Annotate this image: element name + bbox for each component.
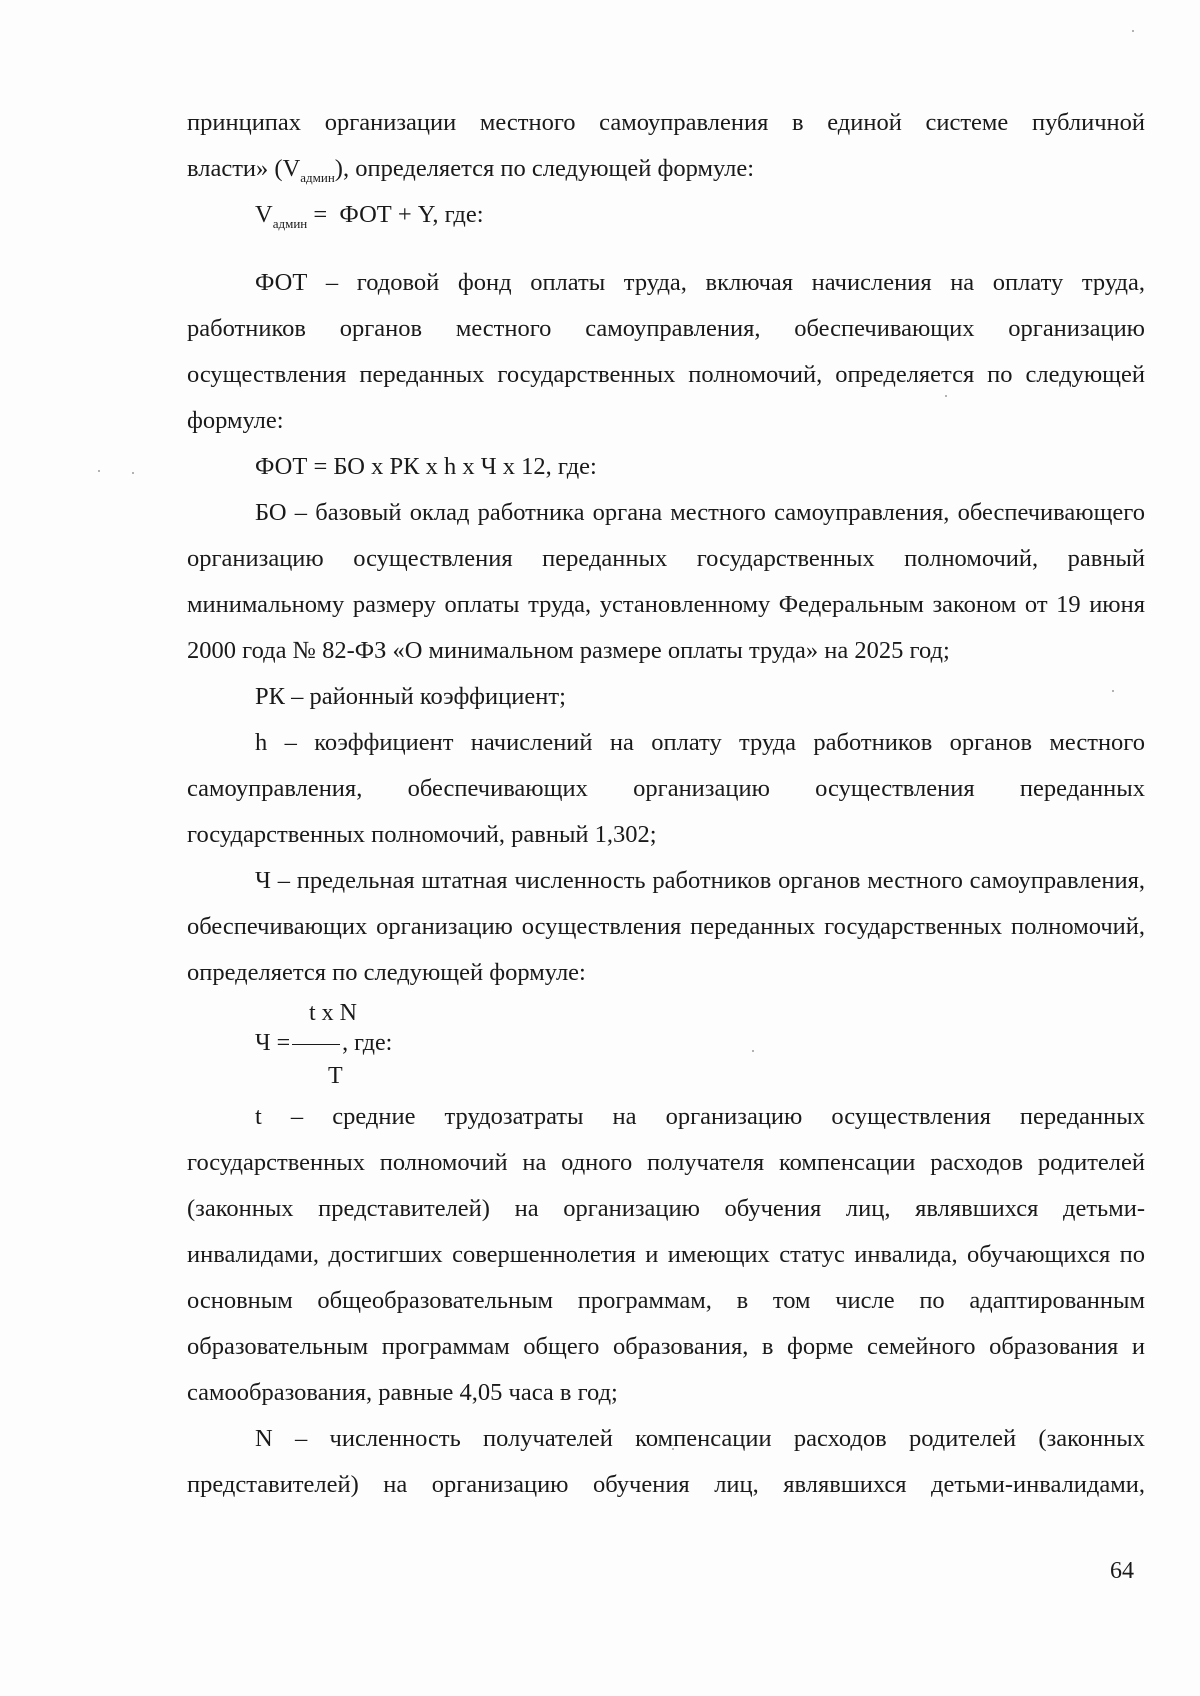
fraction-bar (292, 1044, 340, 1045)
paragraph-h: h – коэффициент начислений на оплату труда работников органов местного самоуправления, обеспечивающих организацию осуществления переданных государственных полномочий, равный 1,302; (187, 729, 1145, 848)
paragraph-rk: РК – районный коэффициент; (255, 683, 566, 710)
fraction-suffix: , где: (342, 1030, 393, 1056)
paragraph-bo: БО – базовый оклад работника органа местного самоуправления, обеспечивающего организацию осуществления переданных государственных полномочий, равный минимальному размеру оплаты труда, установленному Федеральным законом от 19 июня 2000 года № 82-ФЗ «О минимальном размере оплаты труда» на 2025 год; (187, 499, 1145, 664)
paragraph-ch: Ч – предельная штатная численность работников органов местного самоуправления, обеспечивающих организацию осуществления переданных государственных полномочий, определяется по следующей формуле: (187, 867, 1145, 986)
formula-ch-fraction (187, 998, 1145, 1092)
document-body (187, 100, 1145, 1508)
fraction-lhs: Ч = (255, 1030, 291, 1056)
paragraph-n: N – численность получателей компенсации расходов родителей (законных представителей) на организацию обучения лиц, являвшихся детьми-инвалидами, (187, 1425, 1145, 1498)
page-number: 64 (1110, 1558, 1134, 1584)
scan-speck (98, 470, 100, 472)
fraction-denominator: T (328, 1063, 343, 1089)
scan-speck (1132, 30, 1134, 32)
formula-v-admin: $V_{админ}$ = ФОТ + Y, где: (255, 201, 484, 231)
fraction-line (255, 1028, 392, 1058)
scan-speck (132, 472, 134, 474)
subscript-admin: админ (300, 170, 335, 185)
subscript-admin: админ (272, 216, 308, 231)
paragraph-intro-line-1: принципах организации местного самоуправления в единой системе публичной (187, 109, 1145, 136)
paragraph-intro-line-2: власти» $(V_{админ})$, определяется по следующей формуле: (187, 155, 755, 185)
formula-fot: ФОТ = БО х РК х h х Ч х 12, где: (255, 453, 597, 480)
paragraph-fot: ФОТ – годовой фонд оплаты труда, включая начисления на оплату труда, работников органов местного самоуправления, обеспечивающих организацию осуществления переданных государственных полномочий, определяется по следующей формуле: (187, 269, 1145, 434)
fraction-numerator: t x N (309, 1000, 357, 1026)
paragraph-t: t – средние трудозатраты на организацию осуществления переданных государственных полномочий на одного получателя компенсации расходов родителей (законных представителей) на организацию обучения лиц, являвшихся детьми-инвалидами, достигших совершеннолетия и имеющих статус инвалида, обучающихся по основным общеобразовательным программам, в том числе по адаптированным образовательным программам общего образования, в форме семейного образования и самообразования, равные 4,05 часа в год; (187, 1103, 1145, 1406)
